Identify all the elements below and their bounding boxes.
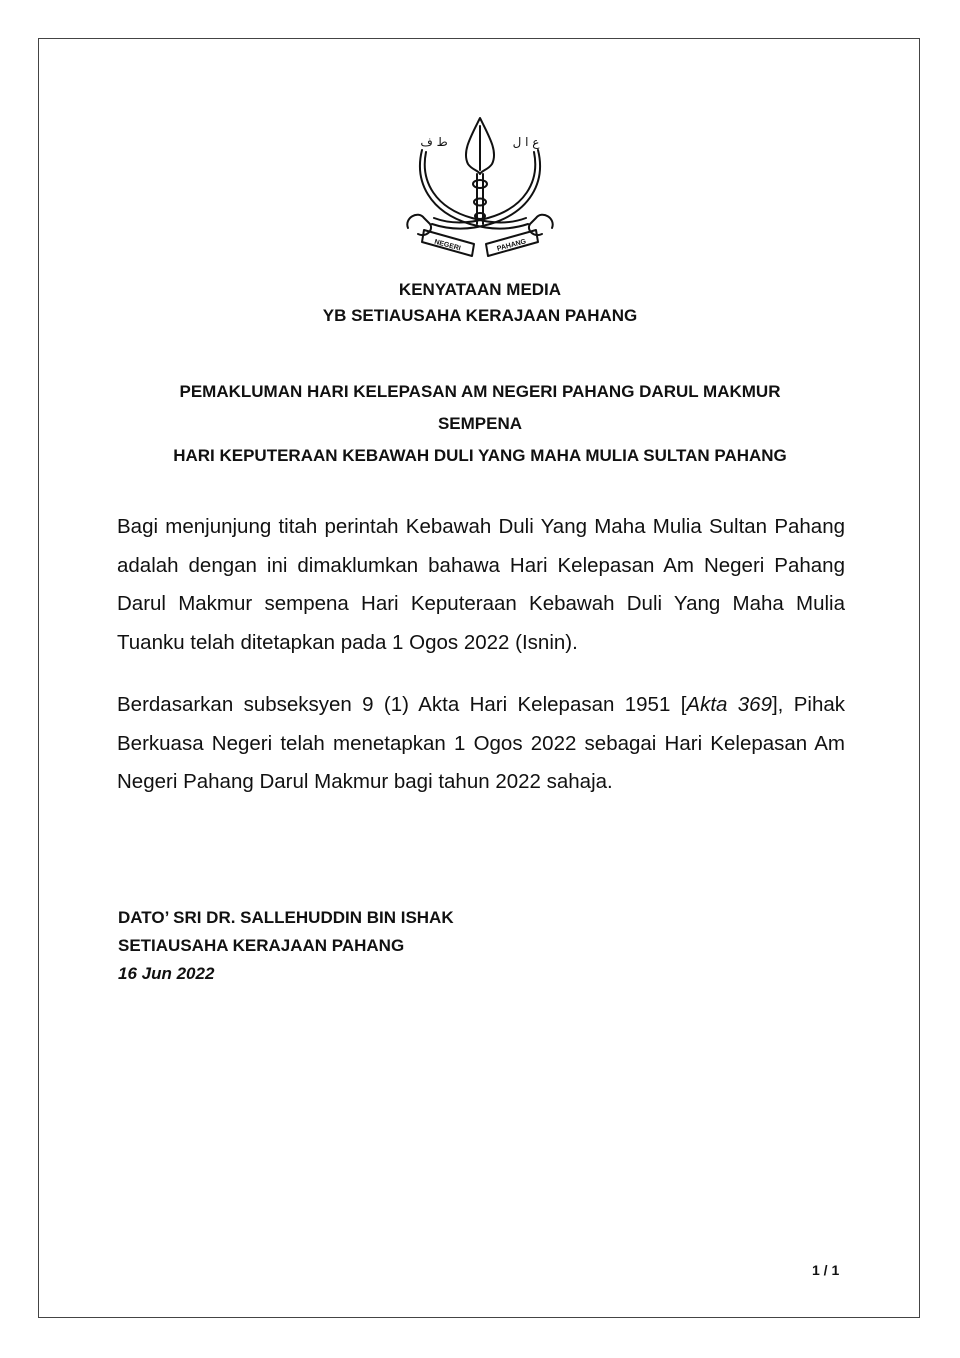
body-paragraph-2 xyxy=(117,686,845,802)
document-date: 16 Jun 2022 xyxy=(118,964,215,983)
paragraph-2-text-start: Berdasarkan subseksyen 9 (1) Akta Hari Kelepasan 1951 [ xyxy=(117,693,687,716)
title-line-3: HARI KEPUTERAAN KEBAWAH DULI YANG MAHA MULIA SULTAN PAHANG xyxy=(173,446,787,465)
crest-banner-left: NEGERI xyxy=(433,238,462,253)
crest-jawi-left: ط ف xyxy=(420,135,448,149)
signature-block xyxy=(118,904,454,988)
document-type-heading: KENYATAAN MEDIA xyxy=(398,280,562,299)
title-line-2: SEMPENA xyxy=(437,414,523,433)
crest-banner-right: PAHANG xyxy=(496,238,527,253)
title-line-1: PEMAKLUMAN HARI KELEPASAN AM NEGERI PAHANG DARUL MAKMUR xyxy=(179,382,781,401)
crest-jawi-right: ع ا ل xyxy=(512,135,540,149)
signatory-title: SETIAUSAHA KERAJAAN PAHANG xyxy=(118,936,405,955)
signatory-name: DATO’ SRI DR. SALLEHUDDIN BIN ISHAK xyxy=(118,908,454,927)
announcement-title xyxy=(0,378,960,474)
pahang-crest-emblem xyxy=(400,112,560,262)
body-paragraph-1: Bagi menjunjung titah perintah Kebawah Duli Yang Maha Mulia Sultan Pahang adalah dengan ini dimaklumkan bahawa Hari Kelepasan Am Negeri Pahang Darul Makmur sempena Hari Keputeraan Kebawah Duli Yang Maha Mulia Tuanku telah ditetapkan pada 1 Ogos 2022 (Isnin). xyxy=(117,515,845,654)
act-reference: Akta 369 xyxy=(686,693,772,716)
page-number: 1 / 1 xyxy=(812,1262,840,1278)
paragraph-2-text-end: ], Pihak Berkuasa Negeri telah menetapkan 1 Ogos 2022 sebagai Hari Kelepasan Am Negeri Pahang Darul Makmur bagi tahun 2022 sahaja. xyxy=(117,693,846,793)
issuer-heading: YB SETIAUSAHA KERAJAAN PAHANG xyxy=(322,306,638,325)
